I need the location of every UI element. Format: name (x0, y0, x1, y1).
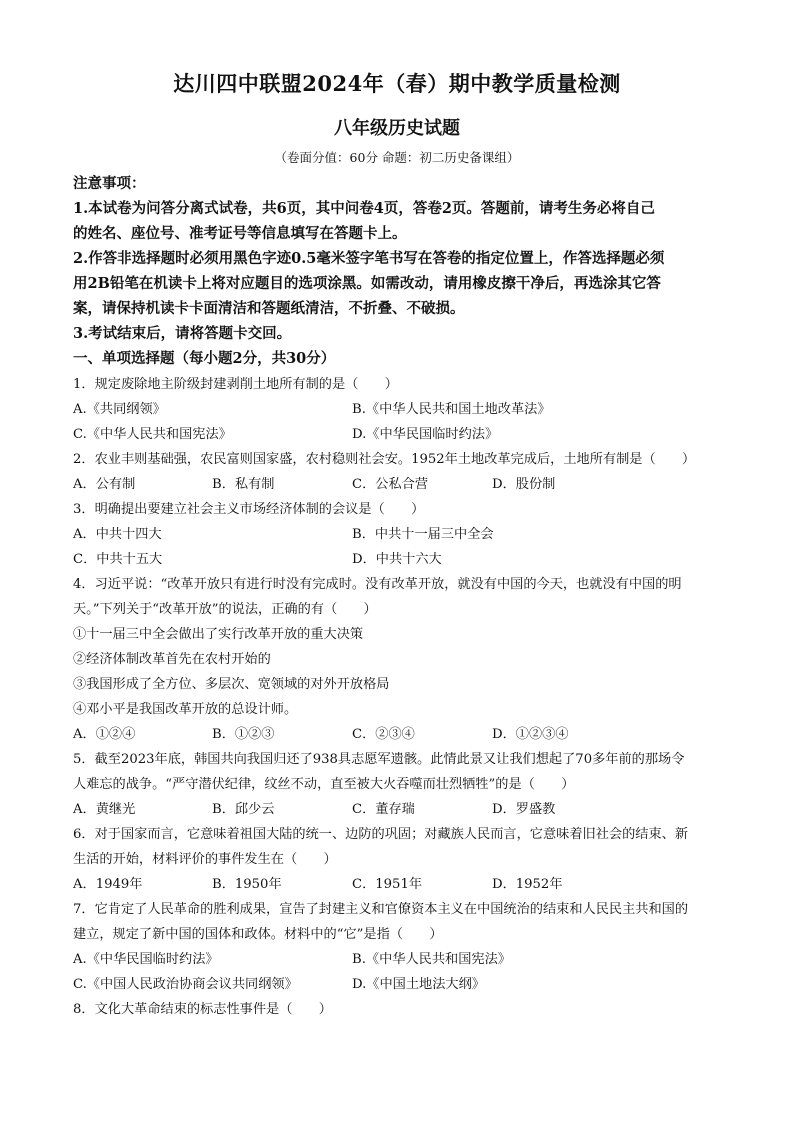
question-4-stem: 天。”下列关于“改革开放”的说法，正确的有（ ） (73, 602, 377, 617)
option-b: B．①②③ (212, 727, 275, 742)
option-d: D．罗盛教 (492, 802, 556, 817)
question-7-stem: 建立，规定了新中国的国体和政体。材料中的“它”是指（ ） (73, 927, 443, 942)
question-4-stem: 4．习近平说：“改革开放只有进行时没有完成时。没有改革开放，就没有中国的今天，也就没有中国的明 (73, 577, 682, 592)
question-7-options (73, 948, 733, 968)
option-a: A．公有制 (73, 477, 136, 492)
notice-heading: 注意事项： (73, 175, 146, 192)
notice-line: 3.考试结束后，请将答题卡交回。 (73, 325, 292, 342)
notice-line: 1.本试卷为问答分离式试卷，共6页，其中问卷4页，答卷2页。答题前，请考生务必将自己 (73, 200, 655, 217)
question-1-stem: 1．规定废除地主阶级封建剥削土地所有制的是（ ） (73, 377, 398, 392)
question-6-stem: 6．对于国家而言，它意味着祖国大陆的统一、边防的巩固；对藏族人民而言，它意味着旧社会的结束、新 (73, 827, 689, 842)
question-1-options (73, 423, 733, 443)
question-8-stem: 8．文化大革命结束的标志性事件是（ ） (73, 1002, 332, 1017)
question-7-options (73, 973, 733, 993)
question-3-options (73, 523, 733, 543)
option-d: D.《中国土地法大纲》 (352, 977, 485, 992)
option-a: A．①②④ (73, 727, 136, 742)
notice-line: 案，请保持机读卡卡面清洁和答题纸清洁，不折叠、不破损。 (73, 300, 465, 317)
option-c: C．中共十五大 (73, 552, 163, 567)
option-c: C．董存瑞 (352, 802, 415, 817)
option-a: A．黄继光 (73, 802, 136, 817)
section-heading: 一、单项选择题（每小题2分，共30分） (73, 350, 336, 367)
question-7-stem: 7．它肯定了人民革命的胜利成果，宣告了封建主义和官僚资本主义在中国统治的结束和人民民主共和国的 (73, 902, 689, 917)
option-b: B．邱少云 (212, 802, 275, 817)
notice-line: 的姓名、座位号、准考证号等信息填写在答题卡上。 (73, 225, 407, 242)
question-3-options (73, 548, 733, 568)
option-b: B.《中华人民共和国土地改革法》 (352, 402, 551, 417)
question-4-statement: ④邓小平是我国改革开放的总设计师。 (73, 702, 298, 717)
question-4-statement: ①十一届三中全会做出了实行改革开放的重大决策 (73, 627, 364, 642)
question-5-options (73, 798, 733, 818)
question-1-options (73, 398, 733, 418)
option-b: B．中共十一届三中全会 (352, 527, 494, 542)
exam-subtitle: 八年级历史试题 (334, 118, 460, 139)
option-d: D．股份制 (492, 477, 556, 492)
question-3-stem: 3．明确提出要建立社会主义市场经济体制的会议是（ ） (73, 502, 425, 517)
option-c: C．②③④ (352, 727, 415, 742)
option-a: A．1949年 (73, 877, 143, 892)
question-2-stem: 2．农业丰则基础强，农民富则国家盛，农村稳则社会安。1952年土地改革完成后，土地所有制是（ ） (73, 452, 696, 467)
exam-meta: （卷面分值：60分 命题：初二历史备课组） (274, 150, 520, 165)
question-4-options (73, 723, 733, 743)
exam-title: 达川四中联盟2024年（春）期中教学质量检测 (173, 71, 621, 96)
question-2-options (73, 473, 733, 493)
option-d: D．1952年 (492, 877, 563, 892)
notice-line: 用2B铅笔在机读卡上将对应题目的选项涂黑。如需改动，请用橡皮擦干净后，再选涂其它答 (73, 275, 661, 292)
option-b: B.《中华人民共和国宪法》 (352, 952, 511, 967)
option-b: B．私有制 (212, 477, 275, 492)
option-d: D.《中华民国临时约法》 (352, 427, 499, 442)
question-6-options (73, 873, 733, 893)
question-5-stem: 人难忘的战争。“严守潜伏纪律，纹丝不动，直至被大火吞噬而壮烈牺牲”的是（ ） (73, 777, 575, 792)
option-c: C．公私合营 (352, 477, 429, 492)
option-d: D．①②③④ (492, 727, 569, 742)
option-c: C.《中华人民共和国宪法》 (73, 427, 232, 442)
option-a: A.《中华民国临时约法》 (73, 952, 219, 967)
question-4-statement: ②经济体制改革首先在农村开始的 (73, 652, 271, 667)
option-a: A.《共同纲领》 (73, 402, 166, 417)
question-5-stem: 5．截至2023年底，韩国共向我国归还了938具志愿军遗骸。此情此景又让我们想起了70多年前的那场令 (73, 752, 685, 767)
question-4-statement: ③我国形成了全方位、多层次、宽领域的对外开放格局 (73, 677, 390, 692)
option-c: C.《中国人民政治协商会议共同纲领》 (73, 977, 298, 992)
option-c: C．1951年 (352, 877, 423, 892)
option-a: A．中共十四大 (73, 527, 162, 542)
notice-line: 2.作答非选择题时必须用黑色字迹0.5毫米签字笔书写在答卷的指定位置上，作答选择题必须 (73, 250, 665, 267)
question-6-stem: 生活的开始，材料评价的事件发生在（ ） (73, 852, 337, 867)
option-b: B．1950年 (212, 877, 282, 892)
option-d: D．中共十六大 (352, 552, 442, 567)
